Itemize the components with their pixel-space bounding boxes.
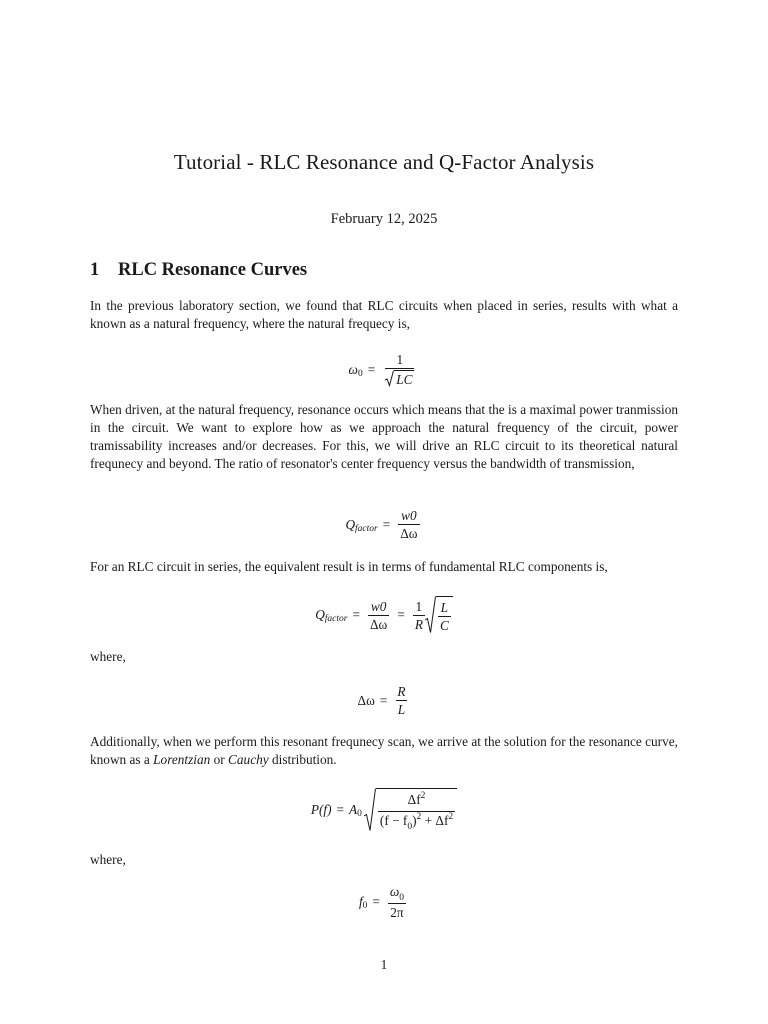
- eq5-numerator: [406, 792, 428, 811]
- eq6-num-sub: 0: [399, 893, 405, 903]
- eq6-num-base: ω: [389, 884, 400, 899]
- p5-after: distribution.: [268, 752, 337, 767]
- p5-before: Additionally, when we perform this resonant frequnecy scan, we arrive at the solution for the resonance curve, known as a: [90, 734, 678, 767]
- eq5-den-b: ): [412, 812, 417, 828]
- eq5-equals: =: [336, 802, 345, 817]
- p5-cauchy: Cauchy: [228, 752, 269, 767]
- eq3-numerator-1: w0: [370, 598, 387, 614]
- eq4-equals: =: [379, 692, 388, 708]
- eq5-sqrt: [364, 788, 457, 832]
- eq2-lhs: Q: [345, 516, 356, 532]
- eq3-lhs: Q: [315, 607, 325, 622]
- eq2-numerator: w0: [401, 508, 417, 523]
- eq3-sqrt-fraction: [438, 600, 451, 633]
- eq3-numerator-2: 1: [415, 598, 423, 614]
- eq4-denominator: L: [397, 702, 406, 717]
- equation-bandwidth: [0, 684, 768, 717]
- equation-q-factor-definition: [0, 508, 768, 541]
- eq1-equals: =: [367, 361, 376, 377]
- eq2-denominator: Δω: [400, 526, 418, 541]
- eq4-lhs: Δω: [357, 692, 375, 708]
- paragraph-where-2: where,: [90, 852, 126, 867]
- section-number: 1: [90, 260, 100, 280]
- equation-natural-frequency: [0, 352, 768, 387]
- page-number: 1: [380, 957, 388, 972]
- eq5-denominator: [378, 811, 455, 831]
- p5-lorentzian: Lorentzian: [153, 752, 211, 767]
- eq3-fraction-2: [413, 599, 425, 632]
- eq5-lhs: P(f): [310, 802, 332, 817]
- equation-q-factor-rlc: [0, 596, 768, 634]
- eq6-denominator: 2π: [390, 905, 404, 920]
- eq6-lhs: f: [358, 894, 363, 909]
- eq3-equals-1: =: [352, 607, 360, 622]
- eq1-numerator: 1: [396, 352, 404, 367]
- eq4-numerator: R: [397, 684, 406, 699]
- eq2-equals: =: [382, 516, 391, 532]
- eq5-den-c: + Δf: [421, 812, 449, 828]
- eq1-sqrt: [385, 370, 414, 387]
- eq5-num-sup: 2: [420, 790, 426, 801]
- eq3-radicand: [436, 596, 453, 634]
- paragraph-lorentzian: [90, 733, 678, 769]
- eq3-equals-2: =: [397, 607, 405, 622]
- eq3-denominator-2: R: [414, 616, 423, 632]
- eq3-fraction-1: [368, 599, 389, 632]
- paragraph-resonance: When driven, at the natural frequency, resonance occurs which means that the is a maximal power tranmission in the circuit. We want to explore how as we approach the natural frequency of the circuit, power tramissability increases and/or decreases. For this, we will drive an RLC circuit to its theoretical natural frequnecy and beyond. The ratio of resonator's center frequency versus the bandwidth of transmission,: [90, 402, 678, 471]
- document-date: February 12, 2025: [330, 211, 438, 227]
- eq5-fraction: [378, 792, 455, 831]
- paragraph-rlc-series: For an RLC circuit in series, the equivalent result is in terms of fundamental RLC components is,: [90, 559, 608, 574]
- paragraph-intro: In the previous laboratory section, we found that RLC circuits when placed in series, results with what a known as a natural frequency, where the natural frequecy is,: [90, 298, 678, 331]
- eq3-sqrt-numerator: L: [440, 599, 449, 615]
- eq2-lhs-sub: factor: [355, 523, 378, 534]
- eq6-fraction: [388, 884, 406, 920]
- eq3-sqrt: [425, 596, 453, 634]
- eq2-fraction: [398, 508, 419, 541]
- eq5-num-base: Δf: [407, 791, 421, 807]
- eq5-den-a: (f − f: [379, 812, 408, 828]
- eq3-denominator-1: Δω: [370, 616, 388, 632]
- eq5-coefficient: A: [349, 802, 358, 817]
- eq6-equals: =: [372, 894, 380, 909]
- p5-mid: or: [210, 752, 229, 767]
- document-title: Tutorial - RLC Resonance and Q-Factor Analysis: [173, 150, 595, 174]
- section-heading: [90, 260, 307, 281]
- eq3-sqrt-denominator: C: [439, 617, 449, 633]
- eq5-radicand: [376, 788, 457, 832]
- eq5-den-a-sub: 0: [407, 821, 413, 832]
- eq5-den-c-sup: 2: [448, 811, 454, 822]
- eq1-lhs: ω: [348, 361, 358, 377]
- eq5-den-b-sup: 2: [416, 811, 422, 822]
- eq1-lhs-sub: 0: [357, 368, 363, 379]
- eq5-coefficient-sub: 0: [357, 809, 362, 819]
- equation-lorentzian: [0, 788, 768, 832]
- eq1-denominator: [383, 368, 416, 387]
- eq4-fraction: [395, 684, 407, 717]
- eq1-fraction: [383, 352, 416, 387]
- eq6-lhs-sub: 0: [362, 901, 368, 911]
- eq6-numerator: [388, 884, 406, 903]
- equation-center-frequency: [0, 884, 768, 920]
- eq1-radicand: LC: [396, 372, 413, 388]
- paragraph-where-1: where,: [90, 649, 126, 664]
- eq3-lhs-sub: factor: [324, 614, 348, 624]
- section-title: RLC Resonance Curves: [118, 260, 308, 280]
